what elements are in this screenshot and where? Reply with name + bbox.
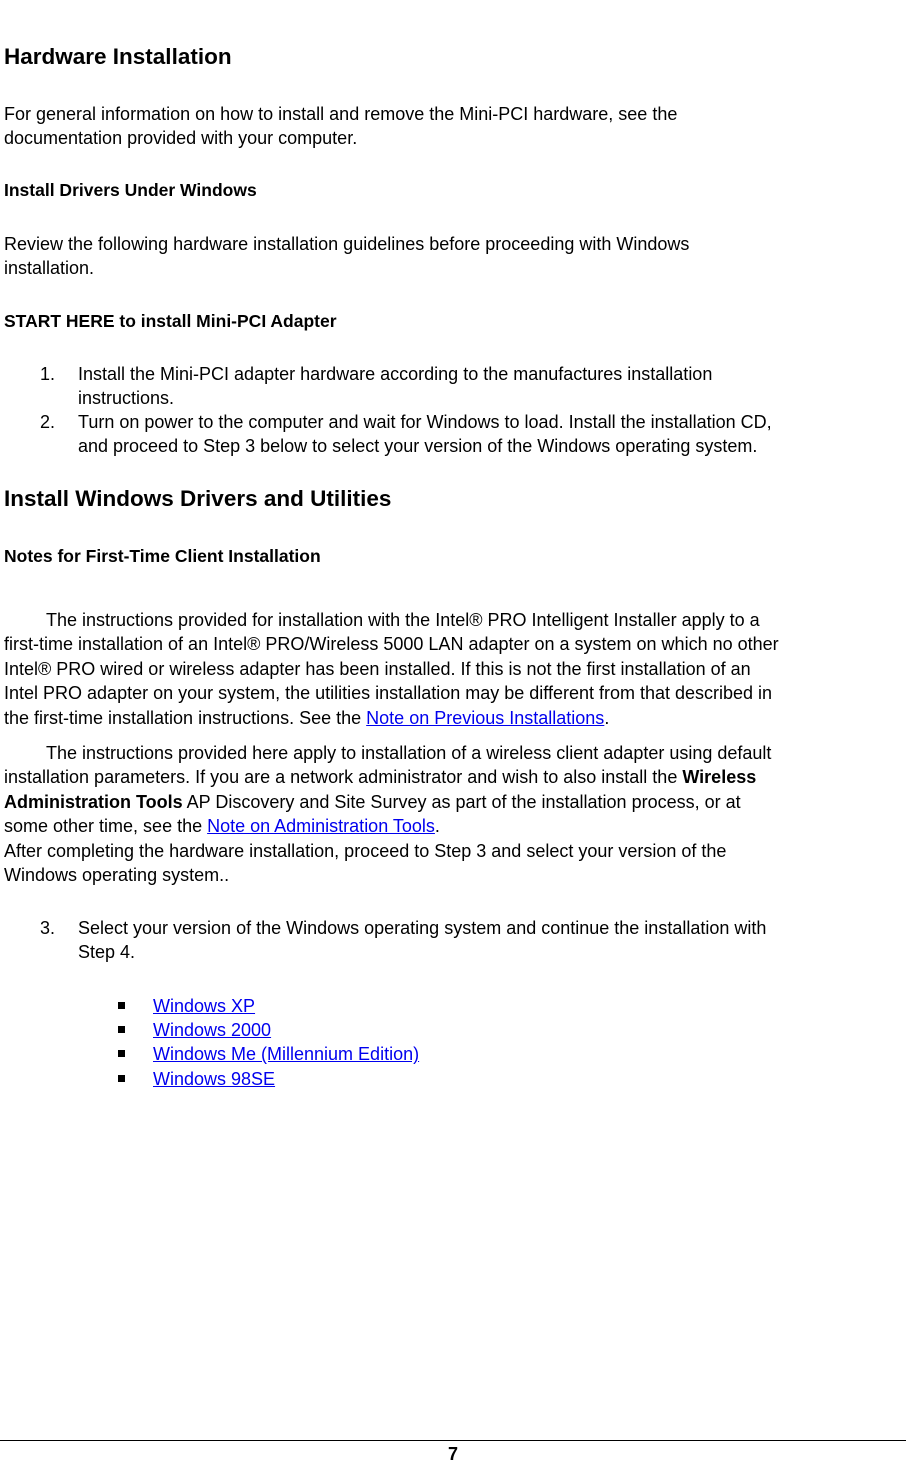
text-run: the first-time installation instructions. See the <box>4 707 367 728</box>
paragraph-line: Windows operating system.. <box>4 865 230 886</box>
paragraph-line: After completing the hardware installation, proceed to Step 3 and select your version of the <box>4 840 727 861</box>
step-number: 3. <box>40 918 56 938</box>
square-bullet-icon <box>118 1026 125 1033</box>
footer-divider <box>0 1440 906 1441</box>
square-bullet-icon <box>118 1075 125 1082</box>
hardware-intro-paragraph <box>4 102 677 151</box>
paragraph-line: Intel® PRO wired or wireless adapter has been installed. If this is not the first installation of an <box>4 658 751 679</box>
step-line: Step 4. <box>78 942 136 963</box>
paragraph-line: Intel PRO adapter on your system, the utilities installation may be different from that described in <box>4 683 773 704</box>
install-drivers-heading: Install Drivers Under Windows <box>4 180 257 200</box>
paragraph-line <box>4 765 771 789</box>
text-run: . <box>434 816 440 837</box>
step-line: and proceed to Step 3 below to select your version of the Windows operating system. <box>78 436 758 457</box>
page-number: 7 <box>447 1444 458 1464</box>
paragraph-line: installation. <box>4 258 95 279</box>
step-number: 1. <box>40 364 56 384</box>
text-run: . <box>604 707 610 728</box>
hardware-installation-heading: Hardware Installation <box>4 44 232 69</box>
notes-paragraph-1 <box>4 608 779 730</box>
paragraph-line: For general information on how to install and remove the Mini-PCI hardware, see the <box>4 104 678 124</box>
text-run: some other time, see the <box>4 816 208 837</box>
bold-term: Wireless <box>682 767 757 788</box>
install-utilities-heading: Install Windows Drivers and Utilities <box>4 486 392 511</box>
paragraph-line <box>4 790 771 814</box>
bold-term: Administration Tools <box>4 791 183 812</box>
windows-me-link[interactable]: Windows Me (Millennium Edition) <box>153 1044 420 1065</box>
paragraph-line <box>4 706 779 730</box>
step-line: Turn on power to the computer and wait for Windows to load. Install the installation CD, <box>78 412 772 432</box>
windows-98se-link[interactable]: Windows 98SE <box>153 1068 276 1089</box>
windows-2000-link[interactable]: Windows 2000 <box>153 1020 272 1041</box>
administration-tools-link[interactable]: Note on Administration Tools <box>207 816 435 837</box>
notes-paragraph-2 <box>4 741 771 887</box>
windows-xp-link[interactable]: Windows XP <box>153 996 256 1016</box>
step-number: 2. <box>40 412 56 432</box>
paragraph-line <box>4 814 771 838</box>
step-line: Select your version of the Windows operating system and continue the installation with <box>78 918 767 938</box>
drivers-intro-paragraph <box>4 232 689 281</box>
paragraph-line: The instructions provided for installation with the Intel® PRO Intelligent Installer apply to a <box>46 610 760 630</box>
step-text <box>78 362 712 411</box>
text-run: AP Discovery and Site Survey as part of the installation process, or at <box>182 791 741 812</box>
step-text <box>78 916 766 965</box>
previous-installations-link[interactable]: Note on Previous Installations <box>366 707 605 728</box>
text-run: installation parameters. If you are a network administrator and wish to also install the <box>4 767 683 788</box>
paragraph-line: Review the following hardware installation guidelines before proceeding with Windows <box>4 234 690 254</box>
paragraph-line: documentation provided with your computer. <box>4 128 358 149</box>
step-line: Install the Mini-PCI adapter hardware according to the manufactures installation <box>78 364 713 384</box>
square-bullet-icon <box>118 1050 125 1057</box>
step-line: instructions. <box>78 388 175 409</box>
start-here-heading: START HERE to install Mini-PCI Adapter <box>4 311 337 331</box>
step-text <box>78 410 772 459</box>
square-bullet-icon <box>118 1002 125 1009</box>
paragraph-line: first-time installation of an Intel® PRO/Wireless 5000 LAN adapter on a system on which no other <box>4 634 779 655</box>
notes-heading: Notes for First-Time Client Installation <box>4 546 321 566</box>
paragraph-line: The instructions provided here apply to installation of a wireless client adapter using default <box>46 743 772 763</box>
